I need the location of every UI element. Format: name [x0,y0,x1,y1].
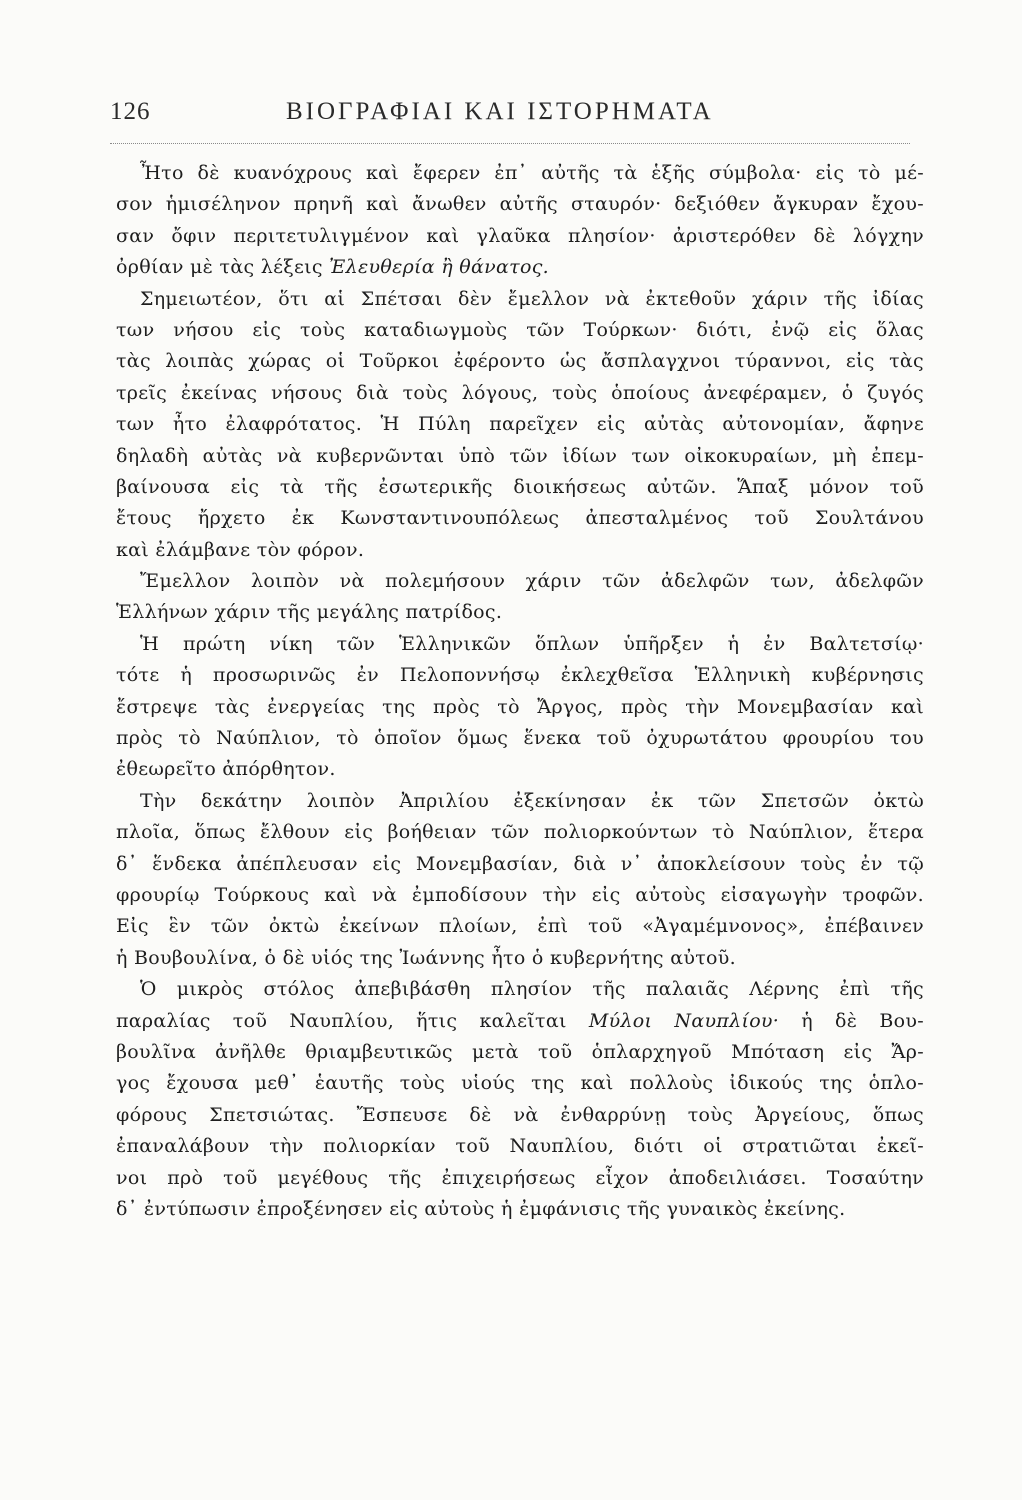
text-line: δ᾽ ἕνδεκα ἀπέπλευσαν εἰς Μονεμβασίαν, διὰ ν᾽ ἀποκλείσουν τοὺς ἐν τῷ [116,852,924,875]
running-title: ΒΙΟΓΡΑΦΙΑΙ ΚΑΙ ΙΣΤΟΡΗΜΑΤΑ [286,98,714,125]
motto: Ἐλευθερία ἢ θάνατος. [329,256,549,279]
text-line: δ᾽ ἐντύπωσιν ἐπροξένησεν εἰς αὐτοὺς ἡ ἐμφάνισις τῆς γυναικὸς ἐκείνης. [116,1197,846,1220]
text-line: πρὸς τὸ Ναύπλιον, τὸ ὁποῖον ὅμως ἕνεκα τοῦ ὀχυρωτάτου φρουρίου του [116,727,924,750]
text-line: σαν ὄφιν περιτετυλιγμένον καὶ γλαῦκα πλησίον· ἀριστερόθεν δὲ λόγχην [116,224,924,247]
text-line-end: ἡ δὲ Βου- [779,1009,924,1032]
header-divider [110,143,910,144]
text-line: Ἔμελλον λοιπὸν νὰ πολεμήσουν χάριν τῶν ἀδελφῶν των, ἀδελφῶν [140,570,924,593]
text-line-start: ὀρθίαν μὲ τὰς λέξεις [116,256,330,279]
text-line: Ἡ πρώτη νίκη τῶν Ἑλληνικῶν ὅπλων ὑπῆρξεν ἡ ἐν Βαλτετσίῳ· [140,632,924,655]
text-line: ἐθεωρεῖτο ἀπόρθητον. [116,758,336,781]
text-line: σον ἡμισέληνον πρηνῆ καὶ ἄνωθεν αὐτῆς σταυρόν· δεξιόθεν ἄγκυραν ἔχου- [116,193,924,216]
text-line [116,1006,924,1037]
text-line: των ἦτο ἐλαφρότατος. Ἡ Πύλη παρεῖχεν εἰς αὐτὰς αὐτονομίαν, ἄφηνε [116,413,924,436]
text-line: ἔτους ἤρχετο ἐκ Κωνσταντινουπόλεως ἀπεσταλμένος τοῦ Σουλτάνου [116,507,924,530]
text-line: φρουρίῳ Τούρκους καὶ νὰ ἐμποδίσουν τὴν εἰς αὐτοὺς εἰσαγωγὴν τροφῶν. [116,883,924,906]
text-line: Ὁ μικρὸς στόλος ἀπεβιβάσθη πλησίον τῆς παλαιᾶς Λέρνης ἐπὶ τῆς [140,978,924,1001]
text-line: τρεῖς ἐκείνας νήσους διὰ τοὺς λόγους, τοὺς ὁποίους ἀνεφέραμεν, ὁ ζυγός [116,381,924,404]
text-line: τότε ἡ προσωρινῶς ἐν Πελοποννήσῳ ἐκλεχθεῖσα Ἑλληνικὴ κυβέρνησις [116,664,924,687]
text-line: ἡ Βουβουλίνα, ὁ δὲ υἱός της Ἰωάννης ἦτο ὁ κυβερνήτης αὐτοῦ. [116,946,736,969]
text-line: Τὴν δεκάτην λοιπὸν Ἀπριλίου ἐξεκίνησαν ἐκ τῶν Σπετσῶν ὀκτὼ [140,789,924,812]
text-line [116,252,924,283]
text-line: Ἦτο δὲ κυανόχρους καὶ ἔφερεν ἐπ᾽ αὐτῆς τὰ ἑξῆς σύμβολα· εἰς τὸ μέ- [140,162,924,184]
text-line: ἔστρεψε τὰς ἐνεργείας της πρὸς τὸ Ἄργος, πρὸς τὴν Μονεμβασίαν καὶ [116,695,924,718]
text-line: ἐπαναλάβουν τὴν πολιορκίαν τοῦ Ναυπλίου, διότι οἱ στρατιῶται ἐκεῖ- [116,1135,924,1158]
text-line: καὶ ἐλάμβανε τὸν φόρον. [116,538,365,561]
text-line: βουλῖνα ἀνῆλθε θριαμβευτικῶς μετὰ τοῦ ὁπλαρχηγοῦ Μπόταση εἰς Ἄρ- [116,1040,924,1063]
text-line: βαίνουσα εἰς τὰ τῆς ἐσωτερικῆς διοικήσεως αὐτῶν. Ἅπαξ μόνον τοῦ [116,475,924,498]
text-line-start: παραλίας τοῦ Ναυπλίου, ἥτις καλεῖται [116,1009,589,1032]
text-line: Σημειωτέον, ὅτι αἱ Σπέτσαι δὲν ἔμελλον νὰ ἐκτεθοῦν χάριν τῆς ἰδίας [140,287,924,310]
text-line: τὰς λοιπὰς χώρας οἱ Τοῦρκοι ἐφέροντο ὡς ἄσπλαγχνοι τύραννοι, εἰς τὰς [116,350,924,373]
text-line: πλοῖα, ὅπως ἔλθουν εἰς βοήθειαν τῶν πολιορκούντων τὸ Ναύπλιον, ἕτερα [116,821,924,844]
text-line: δηλαδὴ αὐτὰς νὰ κυβερνῶνται ὑπὸ τῶν ἰδίων των οἰκοκυραίων, μὴ ἐπεμ- [116,444,924,467]
text-line: Ἑλλήνων χάριν τῆς μεγάλης πατρίδος. [116,601,503,624]
body-text [116,158,924,1225]
text-line: φόρους Σπετσιώτας. Ἔσπευσε δὲ νὰ ἐνθαρρύνῃ τοὺς Ἀργείους, ὅπως [116,1103,924,1126]
page-number: 126 [110,98,151,125]
text-line: των νήσου εἰς τοὺς καταδιωγμοὺς τῶν Τούρκων· διότι, ἐνῷ εἰς ὅλας [116,318,924,341]
text-line: γος ἔχουσα μεθ᾽ ἑαυτῆς τοὺς υἱούς της καὶ πολλοὺς ἰδικούς της ὁπλο- [116,1072,924,1095]
text-line: Εἰς ἓν τῶν ὀκτὼ ἐκείνων πλοίων, ἐπὶ τοῦ «Ἀγαμέμνονος», ἐπέβαινεν [116,915,924,938]
page-header [110,92,910,132]
text-line: νοι πρὸ τοῦ μεγέθους τῆς ἐπιχειρήσεως εἶχον ἀποδειλιάσει. Τοσαύτην [116,1166,924,1189]
place-name: Μύλοι Ναυπλίου· [588,1009,780,1032]
